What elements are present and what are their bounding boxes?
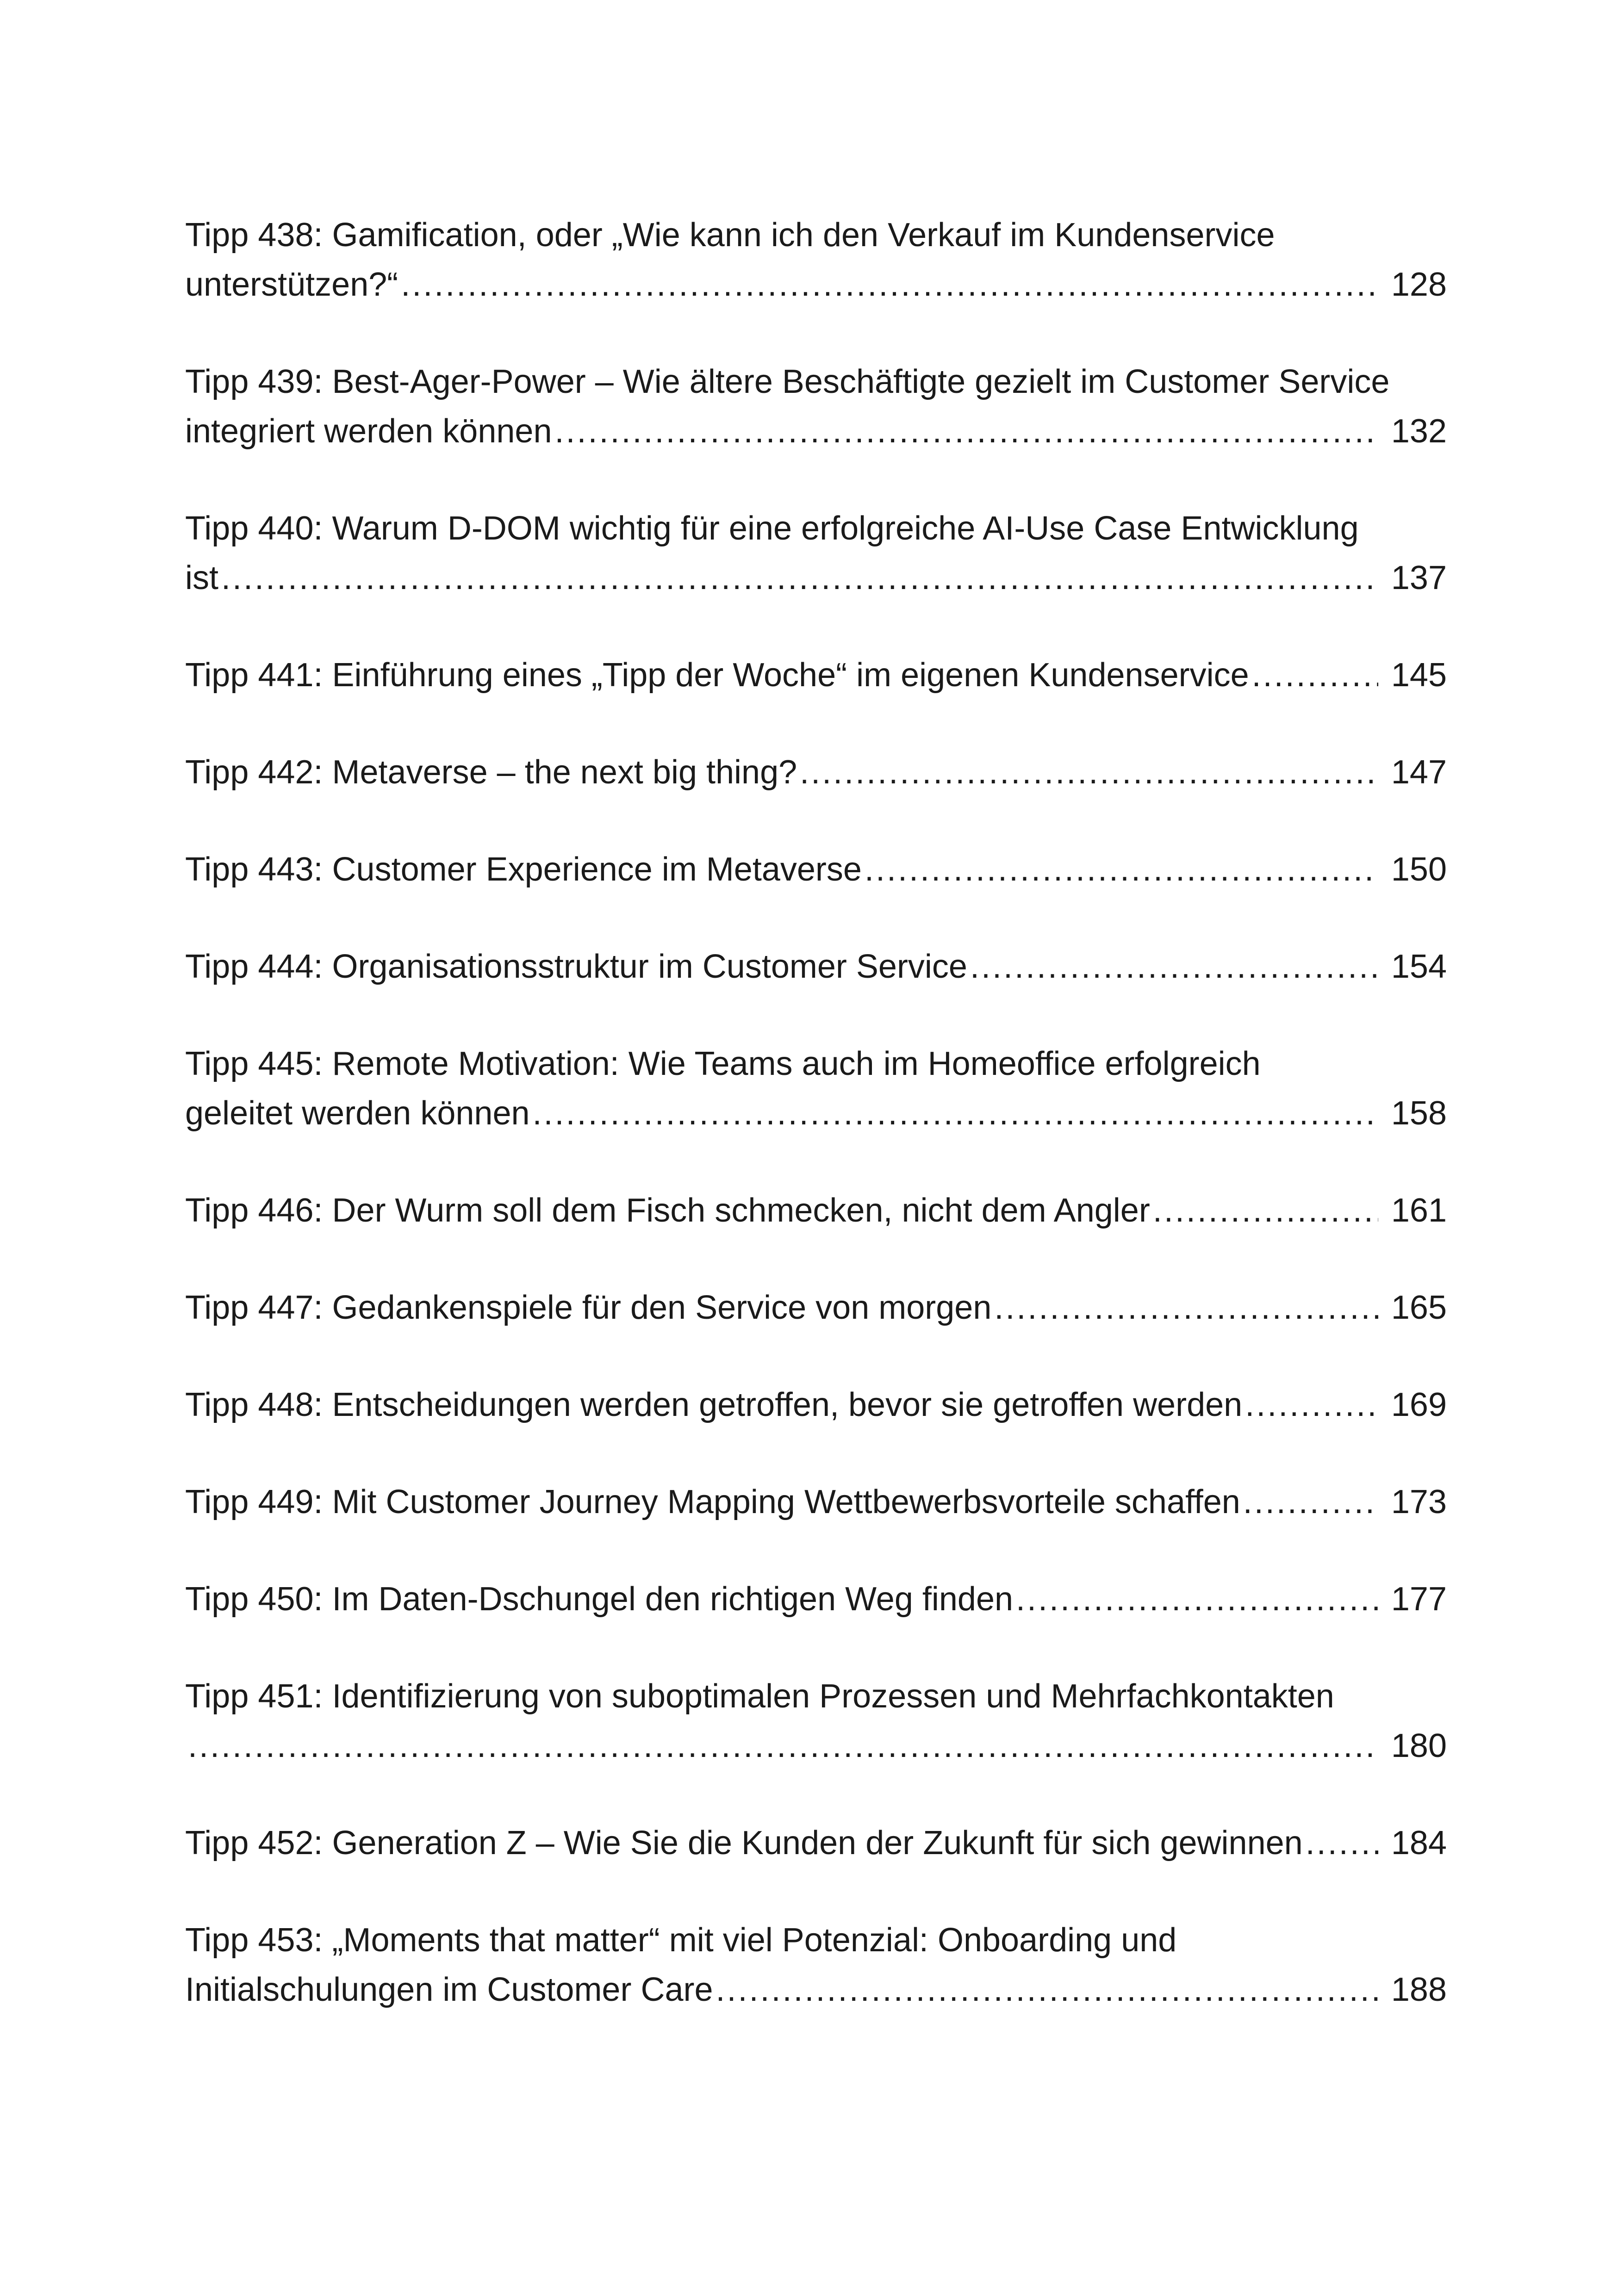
toc-entry-title-line: Tipp 439: Best-Ager-Power – Wie ältere Beschäftigte gezielt im Customer Service: [185, 363, 1390, 400]
toc-entry-title: Tipp 444: Organisationsstruktur im Customer Service: [185, 948, 967, 985]
toc-entry-title: Tipp 450: Im Daten-Dschungel den richtigen Weg finden: [185, 1581, 1014, 1618]
toc-page-number: 169: [1391, 1386, 1447, 1423]
dot-leader: [1245, 1380, 1378, 1430]
dot-leader: [1243, 1477, 1378, 1527]
toc-entry-title: Tipp 442: Metaverse – the next big thing?: [185, 754, 797, 791]
dot-leader: [970, 942, 1378, 992]
toc-page-number: 158: [1391, 1095, 1447, 1132]
toc-page-number: 165: [1391, 1289, 1447, 1326]
toc-page-number: 180: [1391, 1727, 1447, 1764]
dot-leader: [401, 260, 1378, 310]
toc-entry-title-cont: ist: [185, 559, 218, 596]
dot-leader: [1153, 1186, 1378, 1235]
toc-entry-title-line: Tipp 453: „Moments that matter“ mit viel Potenzial: Onboarding und: [185, 1922, 1177, 1959]
toc-entry[interactable]: [185, 748, 1447, 797]
toc-page-number: 184: [1391, 1824, 1447, 1862]
toc-entry[interactable]: [185, 1575, 1447, 1624]
dot-leader: [994, 1283, 1378, 1333]
dot-leader: [555, 407, 1379, 456]
toc-entry-title: Tipp 441: Einführung eines „Tipp der Woche“ im eigenen Kundenservice: [185, 657, 1249, 694]
toc-page-number: 150: [1391, 851, 1447, 888]
dot-leader: [800, 748, 1378, 797]
toc-page-number: 188: [1391, 1971, 1447, 2008]
toc-page-number: 154: [1391, 948, 1447, 985]
dot-leader: [533, 1089, 1378, 1138]
toc-entry[interactable]: [185, 1477, 1447, 1527]
toc-entry-title-line: Tipp 445: Remote Motivation: Wie Teams auch im Homeoffice erfolgreich: [185, 1045, 1261, 1082]
toc-entry-title-cont: unterstützen?“: [185, 266, 398, 303]
toc-entry[interactable]: [185, 845, 1447, 894]
toc-entry[interactable]: [185, 1039, 1447, 1138]
toc-entry-title-line: Tipp 451: Identifizierung von suboptimalen Prozessen und Mehrfachkontakten: [185, 1678, 1334, 1715]
toc-entry[interactable]: [185, 1283, 1447, 1333]
toc-entry-title: Tipp 447: Gedankenspiele für den Service von morgen: [185, 1289, 992, 1326]
toc-entry-title-cont: geleitet werden können: [185, 1095, 530, 1132]
toc-entry-title-line: Tipp 438: Gamification, oder „Wie kann ich den Verkauf im Kundenservice: [185, 217, 1275, 254]
dot-leader: [1016, 1575, 1378, 1624]
dot-leader: [716, 1965, 1378, 2015]
toc-page-number: 128: [1391, 266, 1447, 303]
toc-entry-title: Tipp 452: Generation Z – Wie Sie die Kunden der Zukunft für sich gewinnen: [185, 1824, 1303, 1862]
dot-leader: [188, 1721, 1378, 1771]
toc-entry-title: Tipp 443: Customer Experience im Metaverse: [185, 851, 862, 888]
table-of-contents: [185, 211, 1447, 2062]
toc-entry-title-line: Tipp 440: Warum D-DOM wichtig für eine erfolgreiche AI-Use Case Entwicklung: [185, 510, 1359, 547]
toc-entry[interactable]: [185, 1916, 1447, 2015]
toc-page-number: 137: [1391, 559, 1447, 596]
toc-page-number: 173: [1391, 1483, 1447, 1520]
toc-entry[interactable]: [185, 357, 1447, 456]
dot-leader: [1306, 1818, 1378, 1868]
toc-entry[interactable]: [185, 1818, 1447, 1868]
dot-leader: [1252, 651, 1378, 700]
toc-page-number: 161: [1391, 1192, 1447, 1229]
toc-entry-title: Tipp 449: Mit Customer Journey Mapping Wettbewerbsvorteile schaffen: [185, 1483, 1240, 1520]
toc-entry[interactable]: [185, 1186, 1447, 1235]
toc-entry[interactable]: [185, 504, 1447, 603]
dot-leader: [865, 845, 1378, 894]
toc-entry-title: Tipp 446: Der Wurm soll dem Fisch schmecken, nicht dem Angler: [185, 1192, 1150, 1229]
toc-entry[interactable]: [185, 211, 1447, 310]
toc-page-number: 145: [1391, 657, 1447, 694]
toc-entry-title: Tipp 448: Entscheidungen werden getroffen, bevor sie getroffen werden: [185, 1386, 1243, 1423]
toc-entry-title-cont: integriert werden können: [185, 413, 552, 450]
toc-entry[interactable]: [185, 942, 1447, 992]
toc-entry[interactable]: [185, 1672, 1447, 1771]
toc-page-number: 147: [1391, 754, 1447, 791]
toc-entry[interactable]: [185, 651, 1447, 700]
toc-entry-title-cont: Initialschulungen im Customer Care: [185, 1971, 713, 2008]
toc-page-number: 177: [1391, 1581, 1447, 1618]
toc-page-number: 132: [1391, 413, 1447, 450]
toc-entry[interactable]: [185, 1380, 1447, 1430]
dot-leader: [221, 553, 1378, 603]
